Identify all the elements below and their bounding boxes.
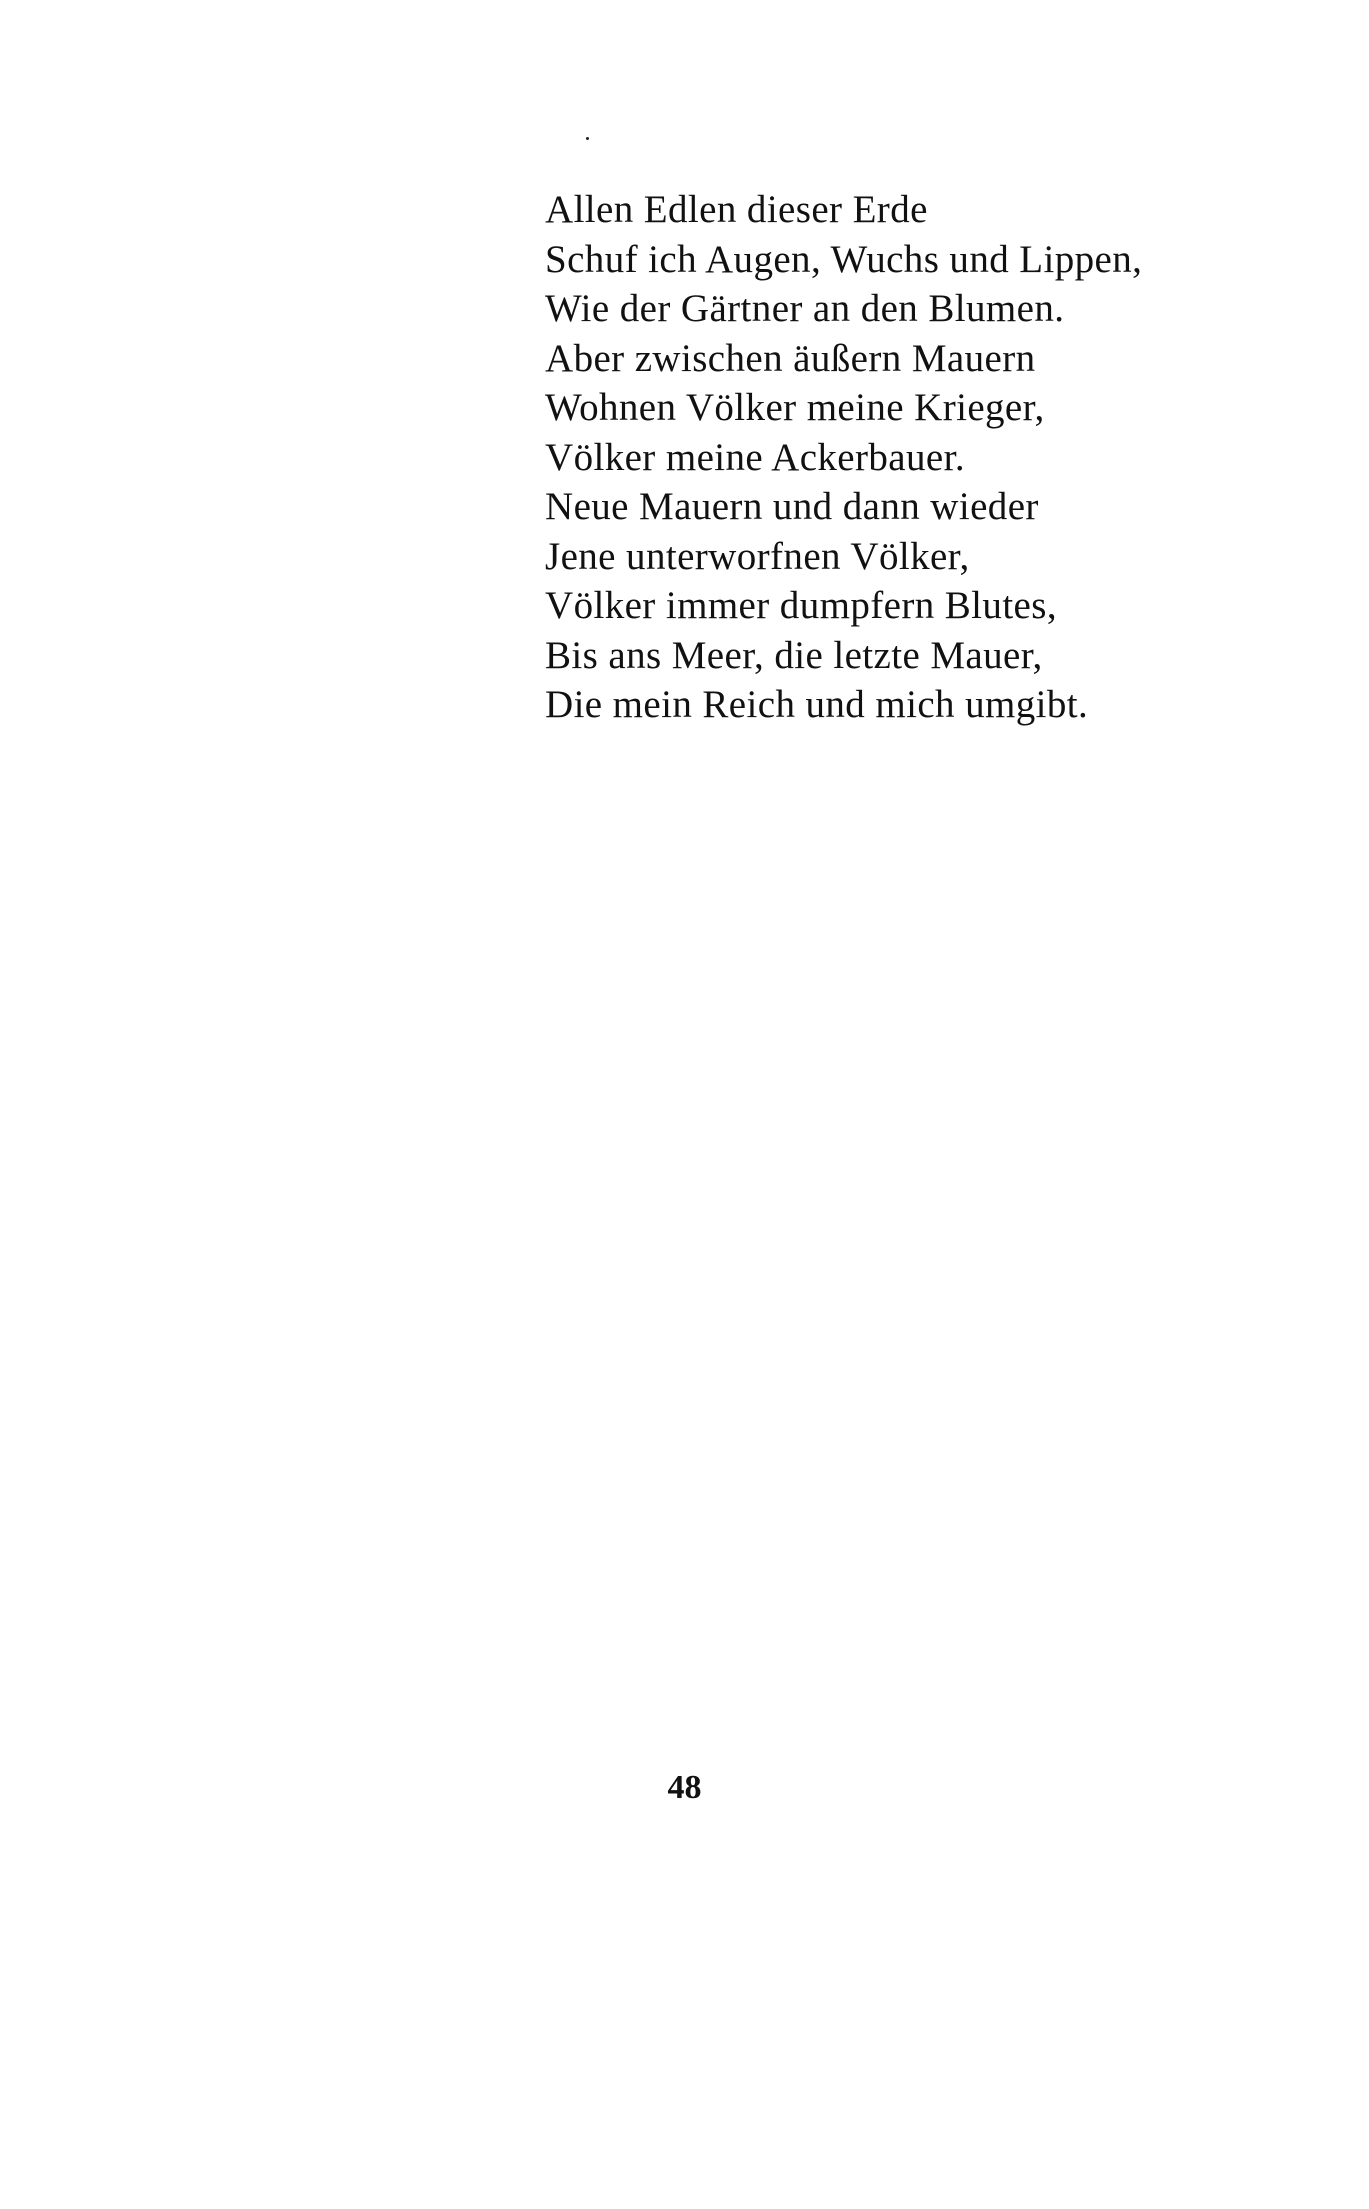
poem-line: Schuf ich Augen, Wuchs und Lippen, [545,237,1143,281]
poem-line: Völker meine Ackerbauer. [545,435,966,479]
poem-line: Völker immer dumpfern Blutes, [545,584,1057,627]
print-speck [586,137,589,140]
poem-line: Jene unterworfnen Völker, [545,534,970,578]
poem-line: Neue Mauern und dann wieder [545,485,1039,528]
poem-line: Wie der Gärtner an den Blumen. [545,287,1065,330]
page-number: 48 [667,1769,702,1806]
poem-line: Aber zwischen äußern Mauern [545,336,1036,380]
poem-line: Allen Edlen dieser Erde [545,188,928,231]
poem-text [545,185,1265,730]
poem-line: Die mein Reich und mich umgibt. [545,683,1089,726]
poem-line: Wohnen Völker meine Krieger, [545,386,1045,429]
poem-line: Bis ans Meer, die letzte Mauer, [545,633,1043,677]
